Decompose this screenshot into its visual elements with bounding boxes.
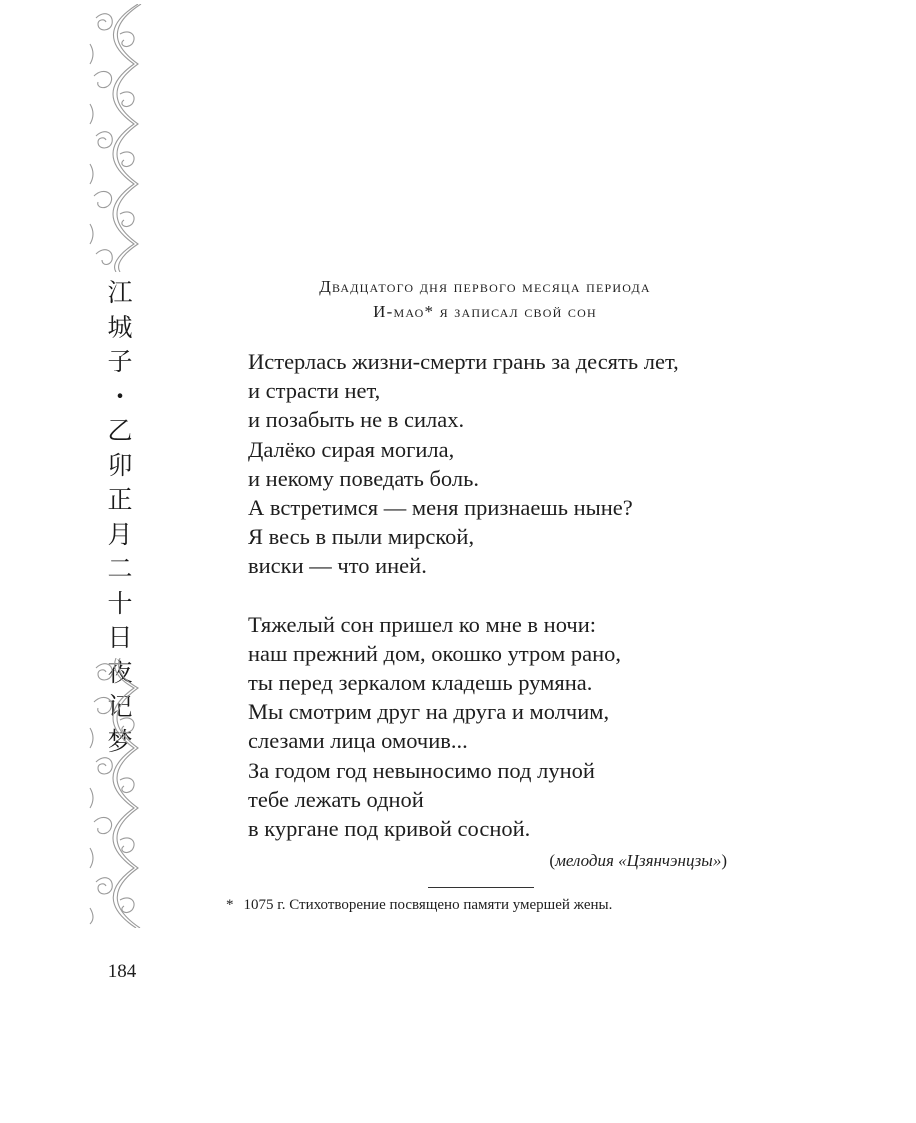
melody-name: мелодия «Цзянчэнцзы» xyxy=(555,851,722,870)
poem-line: в кургане под кривой сосной. xyxy=(248,816,531,841)
title-char: 江 xyxy=(107,278,133,307)
title-char: 日 xyxy=(107,623,133,652)
poem-line: Истерлась жизни-смерти грань за десять лет, xyxy=(248,349,679,374)
poem-line: наш прежний дом, окошко утром рано, xyxy=(248,640,622,666)
title-char: 十 xyxy=(107,588,133,618)
melody-note xyxy=(420,850,727,872)
poem-body xyxy=(248,347,768,843)
footnote-marker: * xyxy=(226,897,234,913)
poem-line: Далёко сирая могила, xyxy=(248,436,455,462)
melody-paren-open: ( xyxy=(549,851,556,870)
decorative-border-bottom xyxy=(86,658,148,928)
page-number: 184 xyxy=(107,961,137,982)
floral-ornament-icon xyxy=(86,4,148,272)
title-char: 梦 xyxy=(107,726,133,756)
poem-line: За годом год невыносимо под луной xyxy=(248,757,595,783)
title-char: 子 xyxy=(107,347,133,376)
title-char: 城 xyxy=(107,312,133,342)
poem-line: слезами лица омочив... xyxy=(248,728,468,754)
title-char: 二 xyxy=(107,554,133,583)
title-char: 乙 xyxy=(107,416,133,445)
poem-line: и позабыть не в силах. xyxy=(248,407,465,433)
poem-line: ты перед зеркалом кладешь румяна. xyxy=(248,670,593,696)
footnote-text: 1075 г. Стихотворение посвящено памяти умершей жены. xyxy=(243,897,613,913)
title-char: 卯 xyxy=(107,450,133,480)
poem-line: Мы смотрим друг на друга и молчим, xyxy=(248,699,610,725)
title-char: 月 xyxy=(107,519,133,549)
poem-line: и некому поведать боль. xyxy=(248,465,479,491)
poem-line: Тяжелый сон пришел ко мне в ночи: xyxy=(248,611,597,637)
poem-line: А встретимся — меня признаешь ныне? xyxy=(248,494,633,520)
poem-heading xyxy=(200,274,770,324)
footnote-divider xyxy=(428,887,534,888)
title-char: ・ xyxy=(107,381,133,411)
heading-line-2: И-мао* я записал свой сон xyxy=(373,302,597,321)
poem-line: Я весь в пыли мирской, xyxy=(248,524,475,550)
stanza-gap xyxy=(248,581,768,610)
poem-line: и страсти нет, xyxy=(248,378,381,404)
title-char: 正 xyxy=(107,485,133,514)
title-char: 夜 xyxy=(107,657,133,687)
floral-ornament-icon xyxy=(86,658,148,928)
poem-line: тебе лежать одной xyxy=(248,786,424,812)
footnote xyxy=(226,895,766,915)
melody-paren-close: ) xyxy=(721,851,727,870)
decorative-border-top xyxy=(86,4,148,272)
heading-line-1: Двадцатого дня первого месяца периода xyxy=(319,277,651,296)
title-char: 记 xyxy=(107,692,133,721)
poem-line: виски — что иней. xyxy=(248,553,427,579)
